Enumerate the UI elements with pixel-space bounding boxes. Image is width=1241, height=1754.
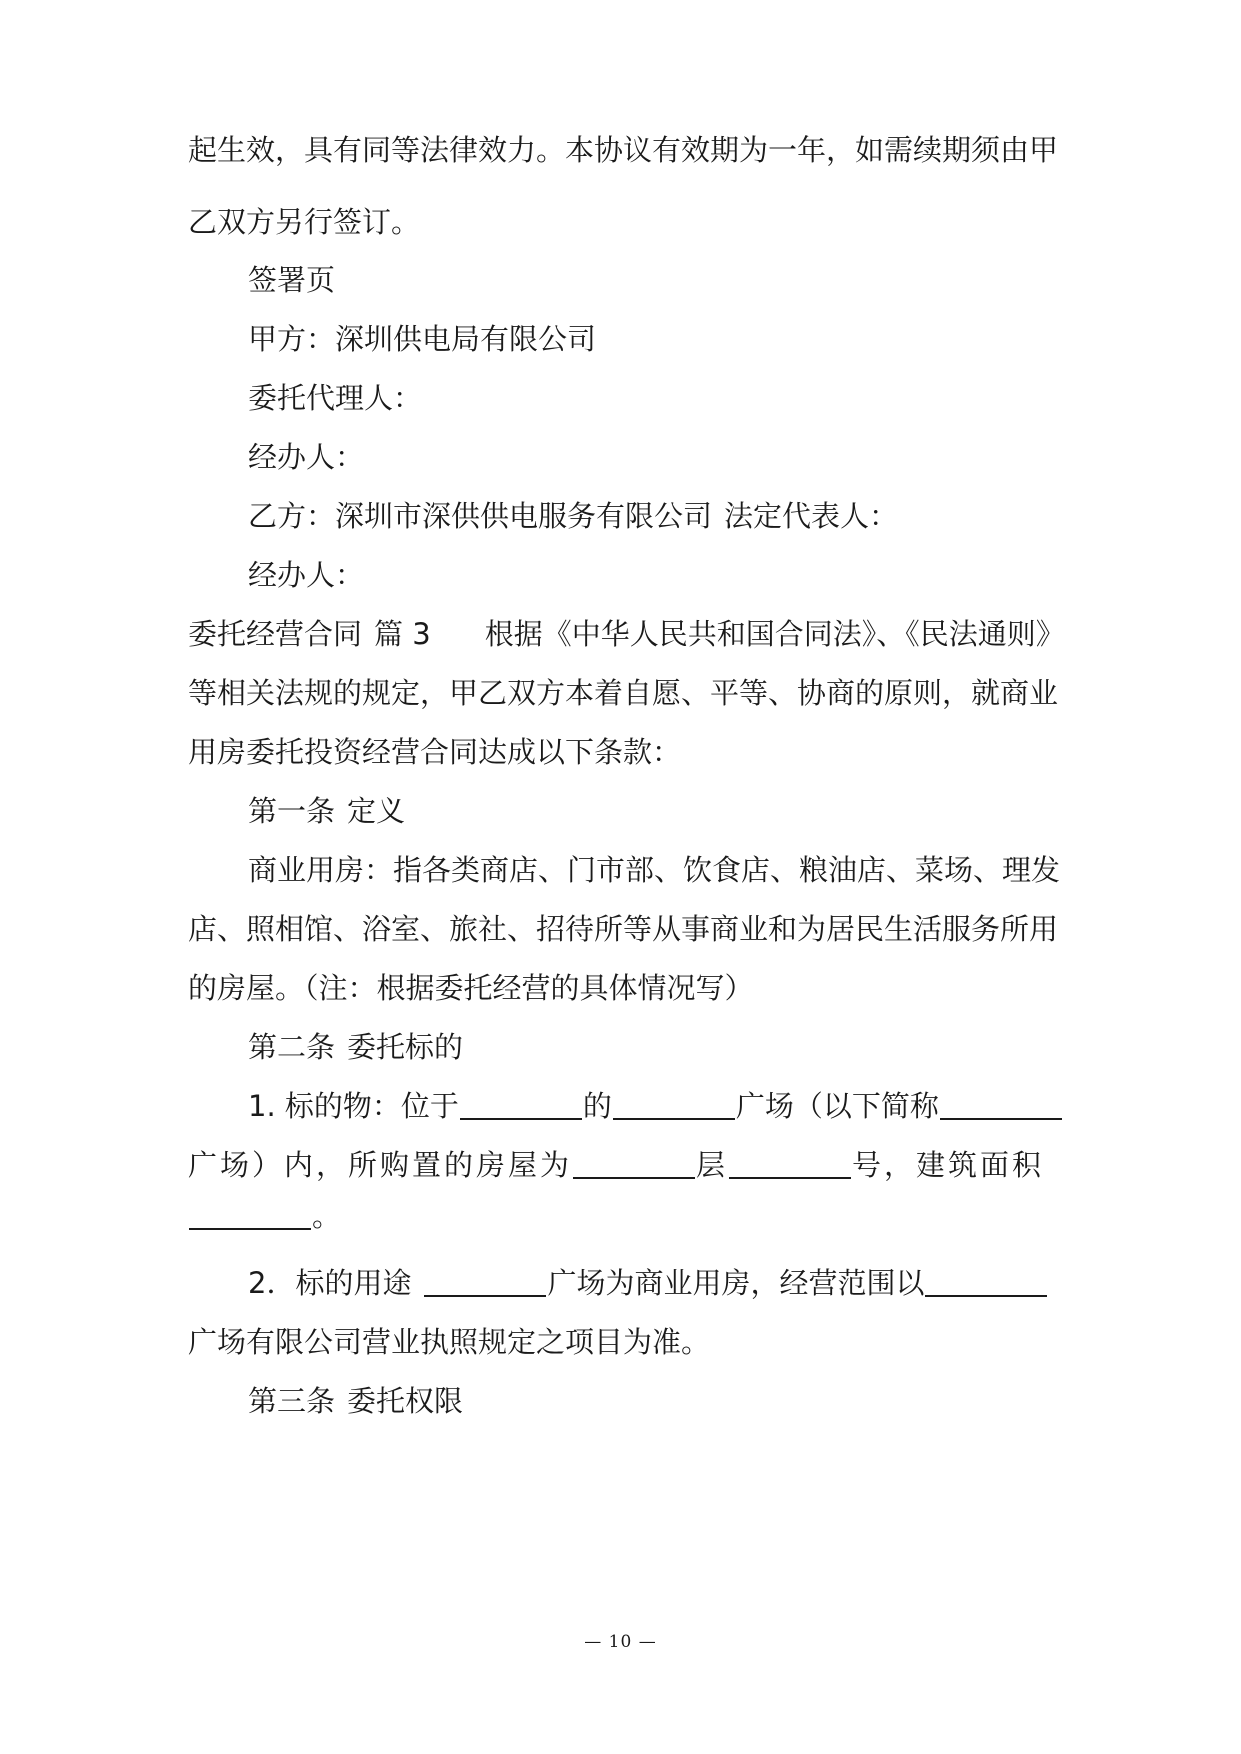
paragraph-line [248, 850, 1068, 890]
text: 委托代理人： [248, 381, 423, 415]
paragraph-line [188, 968, 1068, 1008]
handler-line [248, 437, 1068, 477]
party-b-line [248, 496, 1068, 536]
text: 用房委托投资经营合同达成以下条款： [188, 735, 682, 769]
clause-line [188, 1196, 1068, 1236]
paragraph-line [188, 202, 1068, 242]
clause-line [188, 1322, 1068, 1362]
text: 委托权限 [347, 1384, 464, 1418]
text: 广场）内，所购置的房屋为 [188, 1148, 573, 1182]
text: 层 [696, 1148, 729, 1182]
party-a-line [248, 319, 1068, 359]
paragraph-line [188, 732, 1068, 772]
text: 商业用房：指各类商店、门市部、饮食店、粮油店、菜场、理发 [248, 853, 1061, 887]
fill-blank [189, 1198, 311, 1230]
section-number: 篇 3 [374, 617, 431, 651]
text: 乙双方另行签订。 [188, 205, 421, 239]
article-heading [248, 791, 1068, 831]
text: 。 [312, 1199, 342, 1233]
fill-blank [424, 1265, 546, 1297]
agent-line [248, 378, 1068, 418]
article-heading [248, 1027, 1068, 1067]
text: 2．标的用途 [248, 1266, 412, 1300]
text: 根据《中华人民共和国合同法》、《民法通则》 [484, 617, 1065, 651]
handler-line [248, 555, 1068, 595]
article-heading [248, 1381, 1068, 1421]
text: 定义 [347, 794, 406, 828]
text: 广场为商业用房，经营范围以 [547, 1266, 925, 1300]
text: 等相关法规的规定，甲乙双方本着自愿、平等、协商的原则，就商业 [188, 676, 1059, 710]
paragraph-line [188, 909, 1068, 949]
text: 经办人： [248, 558, 365, 592]
text: 委托标的 [347, 1030, 464, 1064]
text: 广场（以下简称 [735, 1089, 939, 1123]
fill-blank [729, 1147, 851, 1179]
fill-blank [925, 1265, 1047, 1297]
clause-line [248, 1263, 1068, 1303]
fill-blank [613, 1088, 735, 1120]
text: 第三条 [248, 1384, 336, 1418]
clause-line [248, 1086, 1068, 1126]
text: 签署页 [248, 263, 336, 297]
text: 起生效，具有同等法律效力。本协议有效期为一年，如需续期须由甲 [188, 133, 1059, 167]
text: 乙方：深圳市深供供电服务有限公司 [248, 499, 713, 533]
text: 的房屋。（注：根据委托经营的具体情况写） [188, 971, 754, 1005]
section-title-line [188, 614, 1068, 654]
signature-heading [248, 260, 1068, 300]
text: 的 [582, 1089, 612, 1123]
fill-blank [460, 1088, 582, 1120]
section-title: 委托经营合同 [188, 617, 363, 651]
page-number: — 10 — [584, 1632, 657, 1652]
text: 店、照相馆、浴室、旅社、招待所等从事商业和为居民生活服务所用 [188, 912, 1059, 946]
clause-line [188, 1145, 1068, 1185]
text: 法定代表人： [724, 499, 899, 533]
paragraph-line [188, 673, 1068, 713]
text: 经办人： [248, 440, 365, 474]
fill-blank [940, 1088, 1062, 1120]
fill-blank [573, 1147, 695, 1179]
text: 甲方：深圳供电局有限公司 [248, 322, 597, 356]
text: 1. 标的物：位于 [248, 1089, 459, 1123]
text: 广场有限公司营业执照规定之项目为准。 [188, 1325, 711, 1359]
text: 第二条 [248, 1030, 336, 1064]
text: 第一条 [248, 794, 336, 828]
paragraph-line [188, 130, 1068, 170]
text: 号，建筑面积 [852, 1148, 1045, 1182]
